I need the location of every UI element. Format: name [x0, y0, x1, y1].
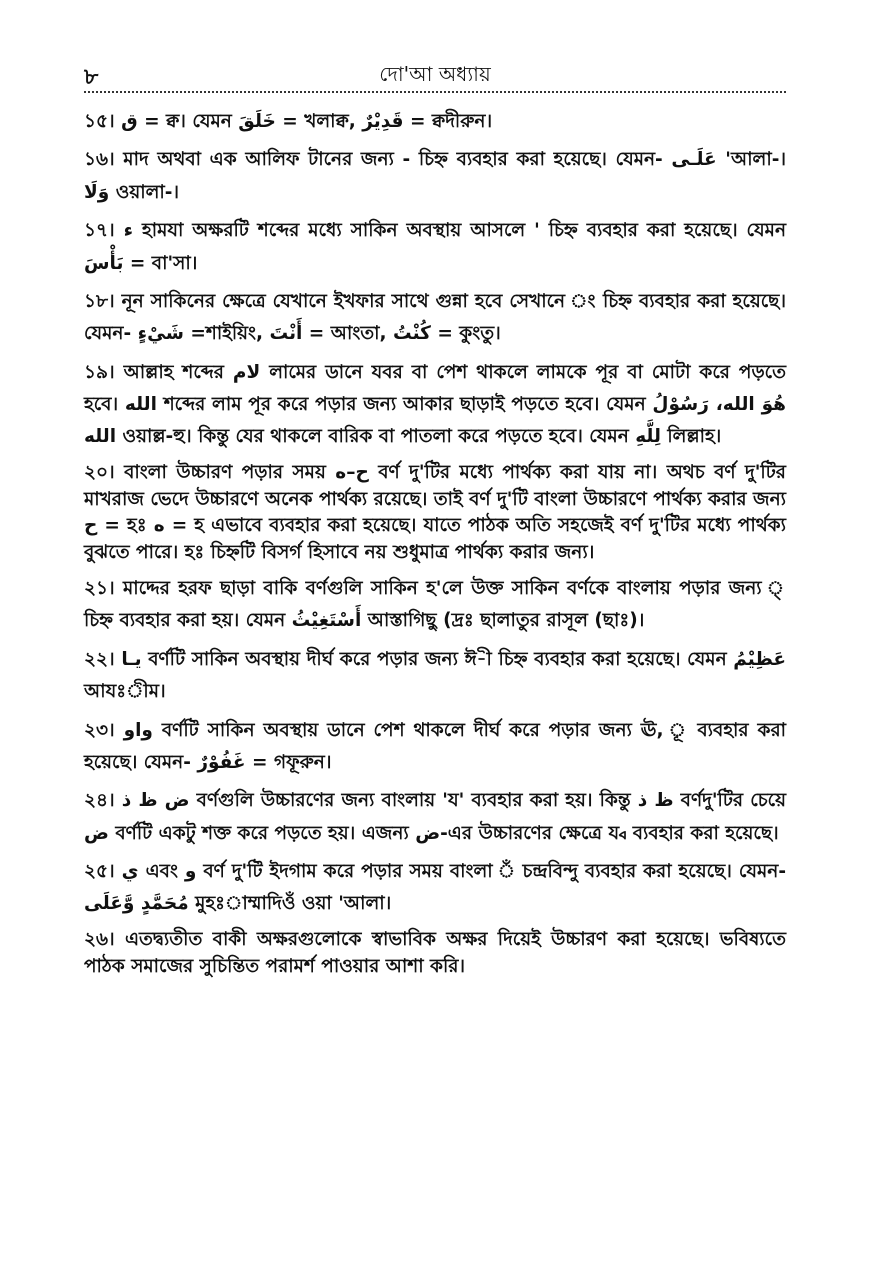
rule-22: ২২। يـا বর্ণটি সাকিন অবস্থায় দীর্ঘ করে পড়ার জন্য ঈ-ী চিহ্ন ব্যবহার করা হয়েছে। যেমন عَظِيْمُ আযঃীম।: [84, 648, 786, 703]
rule-16: ১৬। মাদ অথবা এক আলিফ টানের জন্য - চিহ্ন ব্যবহার করা হয়েছে। যেমন- عَلَـى 'আলা-। وَلَا ওয়ালা-।: [84, 149, 786, 203]
rule-15: ১৫। ق = ক্ব। যেমন خَلَقَ = খলাক্ব, قَدِيْرٌ = ক্বদীরুন।: [84, 111, 493, 132]
rule-19: ১৯। আল্লাহ শব্দের لام লামের ডানে যবর বা পেশ থাকলে লামকে পূর বা মোটা করে পড়তে হবে। الله শব্দের লাম পূর করে পড়ার জন্য আকার ছাড়াই পড়তে হবে। যেমন هُوَ الله، رَسُوْلُ الله ওয়াল্ল-হু। কিন্তু যের থাকলে বারিক বা পাতলা করে পড়তে হবে। যেমন لِلَّهِ লিল্লাহ।: [84, 361, 786, 448]
page-header: [84, 0, 786, 96]
running-title: দো'আ অধ্যায়: [379, 62, 491, 86]
rule-25: ২৫। ي এবং و বর্ণ দু'টি ইদগাম করে পড়ার সময় বাংলা ঁ চন্দ্রবিন্দু ব্যবহার করা হয়েছে। যেমন- مُحَمَّدٍ وَّعَلَى মুহঃাম্মাদিওঁ ওয়া 'আলা।: [84, 861, 786, 915]
header-divider: [84, 91, 786, 93]
rule-26: ২৬। এতদ্ব্যতীত বাকী অক্ষরগুলোকে স্বাভাবিক অক্ষর দিয়েই উচ্চারণ করা হয়েছে। ভবিষ্যতে পাঠক সমাজের সুচিন্তিত পরামর্শ পাওয়ার আশা করি।: [84, 928, 786, 977]
rules-list: [84, 106, 786, 980]
rule-24: ২৪। ض ظ ذ বর্ণগুলি উচ্চারণের জন্য বাংলায় 'য' ব্যবহার করা হয়। কিন্তু ظ ذ বর্ণদু'টির চেয়ে ض বর্ণটি একটু শক্ত করে পড়তে হয়। এজন্য ض-এর উচ্চারণের ক্ষেত্রে য্ব ব্যবহার করা হয়েছে।: [84, 790, 787, 844]
rule-23: ২৩। واو বর্ণটি সাকিন অবস্থায় ডানে পেশ থাকলে দীর্ঘ করে পড়ার জন্য ঊ, ূ ব্যবহার করা হয়েছে। যেমন- غَفُوْرٌ = গফূরুন।: [84, 719, 786, 773]
page-number: ৮: [84, 65, 99, 90]
rule-17: ১৭। ء হামযা অক্ষরটি শব্দের মধ্যে সাকিন অবস্থায় আসলে ' চিহ্ন ব্যবহার করা হয়েছে। যেমন بَأْسَ = বা'সা।: [84, 220, 786, 274]
rule-18: ১৮। নূন সাকিনের ক্ষেত্রে যেখানে ইখফার সাথে গুন্না হবে সেখানে ং চিহ্ন ব্যবহার করা হয়েছে। যেমন- شَيْءٍ =শাইয়িং, أَنْتَ = আংতা, كُنْتُ = কুংতু।: [84, 290, 786, 345]
rule-21: ২১। মাদ্দের হরফ ছাড়া বাকি বর্ণগুলি সাকিন হ'লে উক্ত সাকিন বর্ণকে বাংলায় পড়ার জন্য ্ চিহ্ন ব্যবহার করা হয়। যেমন أَسْتَغِيْثُ আস্তাগিছু (দ্রঃ ছালাতুর রাসূল (ছাঃ)।: [84, 578, 786, 632]
rule-20: ২০। বাংলা উচ্চারণ পড়ার সময় ح–ه বর্ণ দু'টির মধ্যে পার্থক্য করা যায় না। অথচ বর্ণ দু'টির মাখরাজ ভেদে উচ্চারণে অনেক পার্থক্য রয়েছে। তাই বর্ণ দু'টি বাংলা উচ্চারণে পার্থক্য করার জন্য ح = হঃ ه = হ এভাবে ব্যবহার করা হয়েছে। যাতে পাঠক অতি সহজেই বর্ণ দু'টির মধ্যে পার্থক্য বুঝতে পারে। হঃ চিহ্নটি বিসর্গ হিসাবে নয় শুধুমাত্র পার্থক্য করার জন্য।: [84, 461, 787, 564]
